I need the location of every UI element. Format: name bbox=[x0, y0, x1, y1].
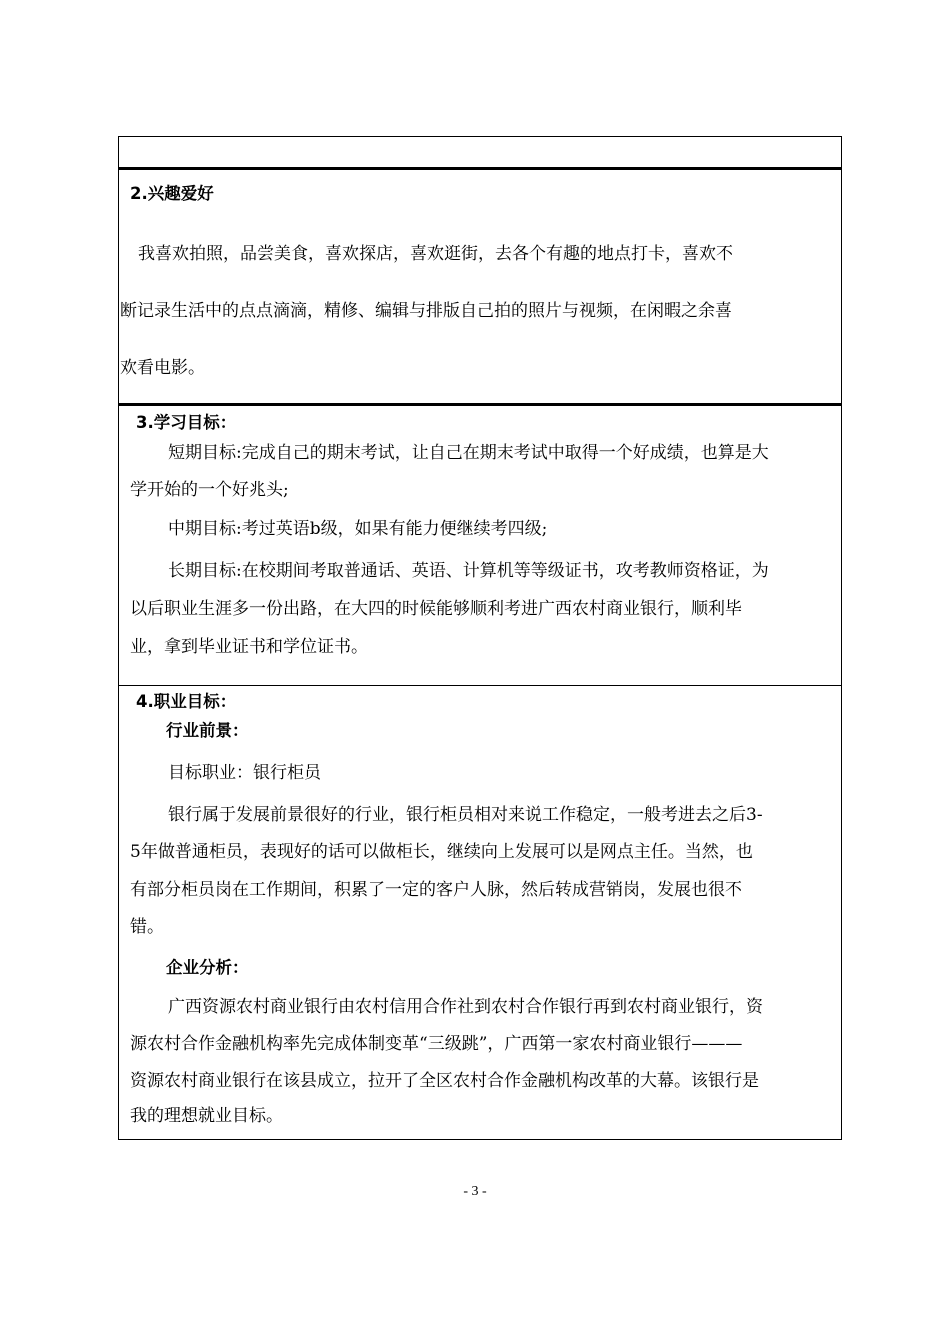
company-analysis-heading: 企业分析： bbox=[166, 958, 249, 977]
company-line-1: 广西资源农村商业银行由农村信用合作社到农村合作银行再到农村商业银行，资 bbox=[168, 997, 763, 1017]
study-goal-line-3: 中期目标:考过英语b级，如果有能力便继续考四级; bbox=[168, 519, 548, 539]
divider-study-goals bbox=[118, 403, 842, 406]
table-border-left bbox=[118, 136, 119, 1140]
study-goal-line-6: 业，拿到毕业证书和学位证书。 bbox=[130, 637, 368, 657]
career-plan-table bbox=[118, 136, 842, 1140]
study-goal-line-4: 长期目标:在校期间考取普通话、英语、计算机等等级证书，攻考教师资格证，为 bbox=[168, 561, 769, 581]
hobbies-line-2: 断记录生活中的点点滴滴，精修、编辑与排版自己拍的照片与视频，在闲暇之余喜 bbox=[120, 301, 732, 321]
industry-line-2: 5年做普通柜员，表现好的话可以做柜长，继续向上发展可以是网点主任。当然，也 bbox=[130, 842, 753, 862]
industry-prospect-heading: 行业前景： bbox=[166, 721, 249, 740]
industry-line-1: 银行属于发展前景很好的行业，银行柜员相对来说工作稳定，一般考进去之后3- bbox=[168, 805, 763, 825]
hobbies-line-1: 我喜欢拍照，品尝美食，喜欢探店，喜欢逛街，去各个有趣的地点打卡，喜欢不 bbox=[138, 244, 733, 264]
page-number: - 3 - bbox=[463, 1184, 487, 1199]
hobbies-heading: 2.兴趣爱好 bbox=[130, 184, 214, 203]
table-line-top bbox=[118, 136, 842, 137]
industry-line-3: 有部分柜员岗在工作期间，积累了一定的客户人脉，然后转成营销岗，发展也很不 bbox=[130, 880, 742, 900]
study-goal-line-5: 以后职业生涯多一份出路，在大四的时候能够顺利考进广西农村商业银行，顺利毕 bbox=[130, 599, 742, 619]
company-line-3: 资源农村商业银行在该县成立，拉开了全区农村合作金融机构改革的大幕。该银行是 bbox=[130, 1071, 759, 1091]
study-goals-heading: 3.学习目标： bbox=[136, 413, 237, 432]
industry-line-4: 错。 bbox=[130, 917, 164, 937]
company-line-2: 源农村合作金融机构率先完成体制变革“三级跳”，广西第一家农村商业银行——— bbox=[130, 1034, 743, 1054]
table-line-bottom bbox=[118, 1139, 842, 1140]
target-job-line: 目标职业：银行柜员 bbox=[168, 763, 321, 783]
study-goal-line-2: 学开始的一个好兆头; bbox=[130, 480, 289, 500]
career-goals-heading: 4.职业目标： bbox=[136, 692, 237, 711]
study-goal-line-1: 短期目标:完成自己的期末考试，让自己在期末考试中取得一个好成绩，也算是大 bbox=[168, 443, 769, 463]
divider-hobbies bbox=[118, 167, 842, 170]
company-line-4: 我的理想就业目标。 bbox=[130, 1106, 283, 1126]
divider-career-goals bbox=[118, 685, 842, 686]
hobbies-line-3: 欢看电影。 bbox=[120, 358, 205, 378]
table-border-right bbox=[841, 136, 842, 1140]
